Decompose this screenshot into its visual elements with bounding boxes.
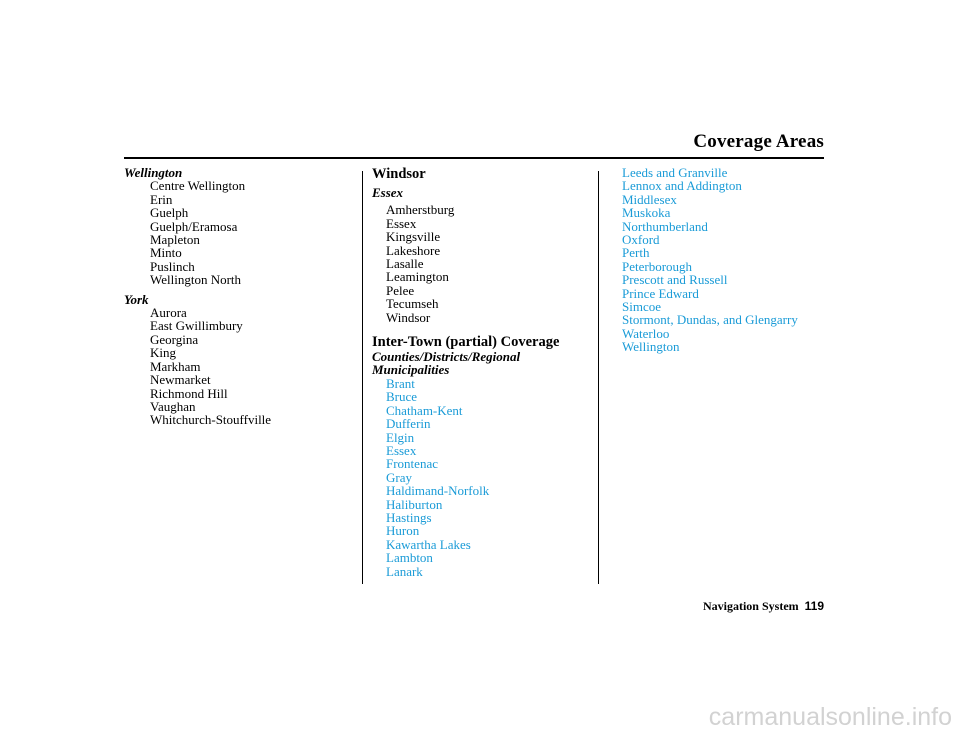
list-item: Guelph [150, 205, 189, 221]
list-item-link[interactable]: Lambton [386, 550, 433, 566]
list-item-link[interactable]: Oxford [622, 232, 660, 248]
list-item-link[interactable]: Gray [386, 469, 412, 485]
list-item: Lasalle [386, 256, 424, 272]
list-item: Newmarket [150, 372, 211, 388]
footer-label: Navigation System [702, 599, 799, 613]
group-heading-essex: Essex [372, 185, 404, 200]
group-heading-york: York [124, 291, 149, 307]
list-item-link[interactable]: Elgin [386, 429, 415, 445]
list-item: Mapleton [150, 232, 200, 248]
list-item-link[interactable]: Essex [386, 442, 417, 458]
list-item: Georgina [150, 331, 199, 347]
list-item: Puslinch [150, 258, 195, 274]
list-item: Windsor [386, 309, 431, 325]
list-item-link[interactable]: Simcoe [622, 299, 661, 315]
list-item-link[interactable]: Waterloo [622, 325, 670, 341]
inter-town-list [372, 377, 597, 578]
list-item: Centre Wellington [150, 178, 246, 194]
list-item: Aurora [150, 305, 187, 321]
watermark-text: carmanualsonline.info [708, 703, 952, 731]
list-item-link[interactable]: Perth [622, 245, 650, 261]
page-title: Coverage Areas [693, 131, 824, 152]
list-item: Wellington North [150, 272, 242, 288]
list-item-link[interactable]: Kawartha Lakes [386, 536, 471, 552]
list-item-link[interactable]: Chatham-Kent [386, 402, 463, 418]
wellington-list [124, 179, 354, 286]
list-item-link[interactable]: Lennox and Addington [622, 178, 742, 194]
list-item-link[interactable]: Haliburton [386, 496, 443, 512]
subheading-counties-line2: Municipalities [372, 362, 450, 378]
list-item-link[interactable]: Haldimand-Norfolk [386, 483, 490, 499]
column-3 [622, 166, 832, 354]
list-item: Richmond Hill [150, 385, 228, 401]
list-item-link[interactable]: Peterborough [622, 258, 693, 274]
list-item: Leamington [386, 269, 449, 285]
york-list [124, 306, 354, 427]
group-heading-wellington: Wellington [124, 165, 183, 180]
column-2 [372, 166, 597, 578]
list-item-link[interactable]: Frontenac [386, 456, 438, 472]
list-item: King [150, 345, 176, 361]
list-item: Vaughan [150, 398, 196, 414]
list-item-link[interactable]: Lanark [386, 563, 423, 579]
page-footer [703, 599, 824, 614]
list-item: Amherstburg [386, 202, 455, 218]
list-item: Kingsville [386, 229, 441, 245]
list-item-link[interactable]: Wellington [622, 339, 680, 355]
list-item-link[interactable]: Brant [386, 375, 415, 391]
list-item: East Gwillimbury [150, 318, 243, 334]
section-heading-windsor: Windsor [372, 166, 426, 182]
list-item: Tecumseh [386, 296, 439, 312]
list-item-link[interactable]: Northumberland [622, 218, 708, 234]
list-item: Pelee [386, 282, 415, 298]
list-item: Minto [150, 245, 182, 261]
column-1 [124, 166, 354, 427]
column-divider-1 [362, 171, 363, 584]
inter-town-list-continued [622, 166, 832, 354]
list-item-link[interactable]: Huron [386, 523, 420, 539]
list-item: Whitchurch-Stouffville [150, 412, 272, 428]
list-item: Erin [150, 191, 173, 207]
list-item-link[interactable]: Prince Edward [622, 285, 699, 301]
column-divider-2 [598, 171, 599, 584]
list-item-link[interactable]: Hastings [386, 509, 432, 525]
list-item-link[interactable]: Muskoka [622, 205, 671, 221]
title-rule [124, 157, 824, 159]
list-item: Markham [150, 358, 201, 374]
page-number: 119 [804, 599, 824, 613]
list-item-link[interactable]: Bruce [386, 389, 418, 405]
list-item: Essex [386, 215, 417, 231]
list-item: Guelph/Eramosa [150, 218, 238, 234]
essex-list [372, 203, 597, 324]
section-heading-inter-town: Inter-Town (partial) Coverage [372, 334, 560, 351]
list-item: Lakeshore [386, 242, 441, 258]
list-item-link[interactable]: Dufferin [386, 416, 431, 432]
list-item-link[interactable]: Prescott and Russell [622, 272, 728, 288]
list-item-link[interactable]: Middlesex [622, 191, 677, 207]
list-item-link[interactable]: Leeds and Granville [622, 165, 728, 180]
list-item-link[interactable]: Stormont, Dundas, and Glengarry [622, 312, 798, 328]
subheading-counties-line1: Counties/Districts/Regional [372, 349, 521, 365]
